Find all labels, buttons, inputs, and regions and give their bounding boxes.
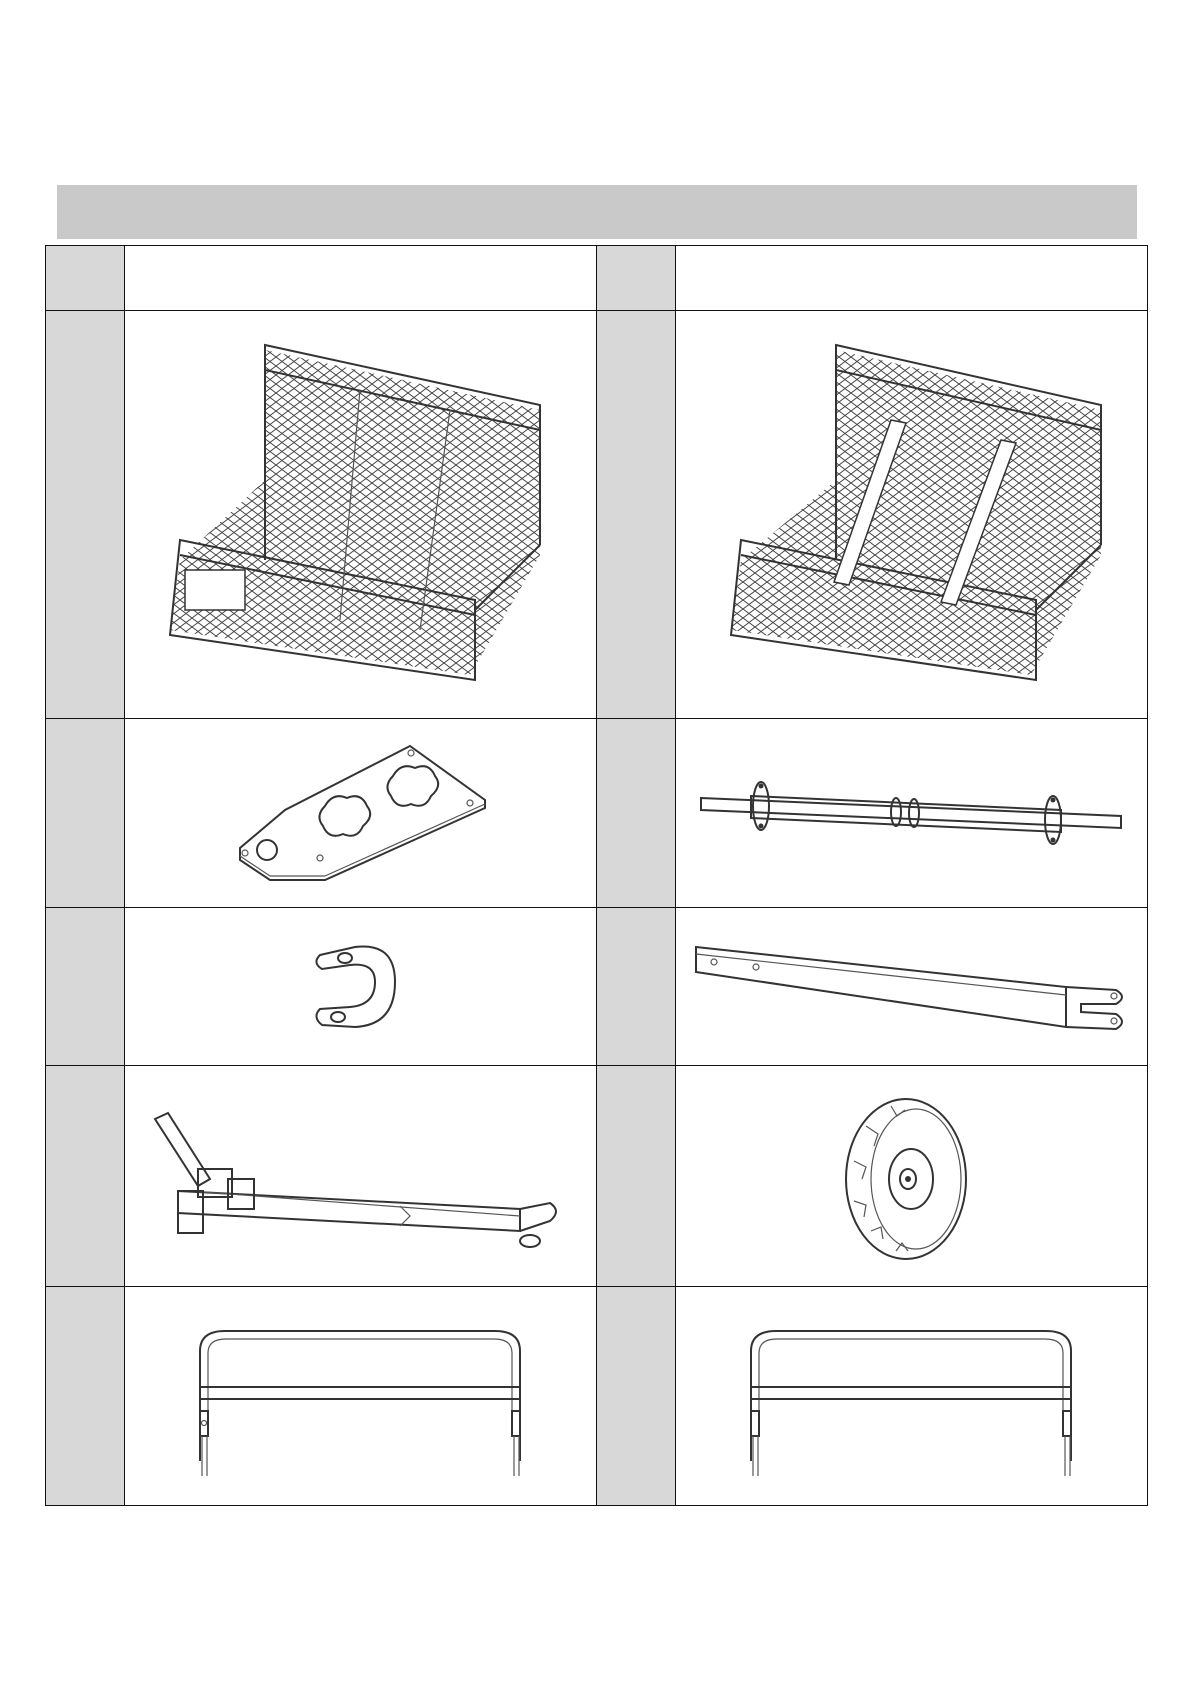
wheel-icon [836, 1091, 986, 1261]
part-image-cell [675, 719, 1147, 908]
part-image-cell [125, 1287, 597, 1506]
mounting-plate-icon [215, 738, 505, 888]
part-number-cell [596, 311, 675, 719]
parts-table-header [46, 246, 1148, 311]
part-image-cell [675, 1287, 1147, 1506]
part-image-cell [125, 719, 597, 908]
parts-table [45, 245, 1148, 1506]
mesh-cargo-basket-icon [150, 330, 570, 700]
part-image-cell [675, 1066, 1147, 1287]
part-image-cell [125, 1066, 597, 1287]
parts-list-title-bar [57, 185, 1137, 241]
handle-bar-icon [180, 1311, 540, 1481]
hitch-arm-icon [150, 1091, 570, 1261]
table-row [46, 1066, 1148, 1287]
table-row [46, 311, 1148, 719]
table-row [46, 719, 1148, 908]
part-number-cell [46, 311, 125, 719]
part-number-cell [596, 1287, 675, 1506]
part-number-cell [596, 719, 675, 908]
table-row [46, 1287, 1148, 1506]
part-image-cell [675, 908, 1147, 1066]
part-number-cell [596, 908, 675, 1066]
part-image-cell [125, 311, 597, 719]
part-number-cell [596, 1066, 675, 1287]
header-part-no [46, 246, 125, 311]
part-number-cell [46, 1287, 125, 1506]
header-description [125, 246, 597, 311]
mesh-basket-with-dividers-icon [701, 330, 1121, 700]
table-row [46, 908, 1148, 1066]
part-number-cell [46, 908, 125, 1066]
u-clamp-icon [300, 937, 420, 1037]
part-image-cell [675, 311, 1147, 719]
header-description-2 [675, 246, 1147, 311]
handle-bar-icon [731, 1311, 1091, 1481]
part-number-cell [46, 719, 125, 908]
header-part-no-2 [596, 246, 675, 311]
extension-tube-icon [686, 932, 1136, 1042]
part-image-cell [125, 908, 597, 1066]
axle-icon [691, 758, 1131, 868]
part-number-cell [46, 1066, 125, 1287]
